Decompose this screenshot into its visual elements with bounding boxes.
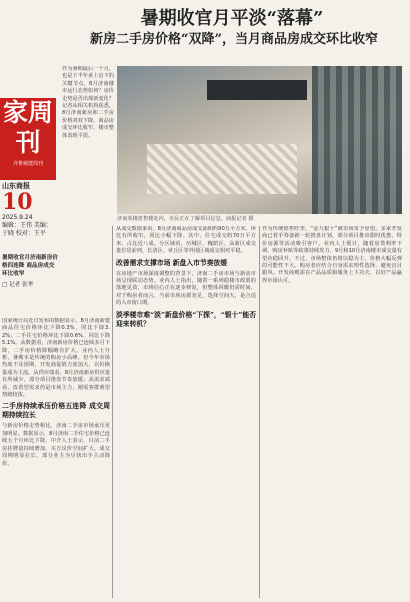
article-col-2-text: 从成交数据来看，8月济南商品房成交面积约90万平方米，环比有所收窄，同比小幅下降。其中，住宅成交约70万平方米，占比近八成。分区域看，历城区、槐荫区、高新区成交量位居前列，长清区、章丘区等外围区域成交相对平稳。 [116,226,256,255]
article-col-3-text: 作为传统销售旺季，“金九银十”被市场寄予厚望。多家开发商已着手筹备新一轮推盘计划，部分项目推出限时优惠、特价房源等活动吸引客户。业内人士预计，随着房贷利率下调、购房补贴等政策持续发力，9月和10月济南楼市成交量有望企稳回升。不过，市场整体仍将以稳为主，价格大幅反弹的可能性不大。购房者应结合自身需求理性选择，避免盲目跟风。开发商则需在产品品质和服务上下功夫，以好产品赢得市场认可。 [262,226,402,284]
feature-photo [117,66,402,214]
pull-title-box [2,254,58,289]
headline-sub: 新房二手房价格“双降”，当月商品房成交环比收窄 [90,32,378,47]
article-col-1 [2,318,110,600]
issue-info: 编辑：王伟 美编：于晓 校对：王平 [2,222,52,237]
section-banner [0,98,56,180]
photo-sign [207,80,307,100]
article-col-3 [262,226,402,600]
pull-byline: □ 记者 张华 [2,282,34,288]
pull-title: 暑期收官月济南新房价格四连降 商品房成交环比收窄 [2,255,58,277]
section-subtitle: 齐鲁城建周刊 [12,161,43,167]
column-divider-1 [112,226,113,598]
issue-number: 10 [2,189,33,215]
subhead-1: 二手房持续承压价格五连降 成交周期持续拉长 [2,402,110,420]
article-col-1-text-2: 与新房价格走势相比，济南二手房市场承压更加明显。数据显示，8月济南二手住宅价格已连续五个月环比下降。中介人士表示，目前二手房挂牌量持续增加，买方议价空间扩大，成交周期明显拉长，部分业主为尽快出手主动降价。 [2,423,110,467]
article-col-1-text: 国家统计局近日发布的数据显示，8月济南新建商品住宅价格环比下降0.3%，同比下降3.2%；二手住宅价格环比下降0.6%，同比下降5.1%。从数据看，济南新房价格已连续多月下降，二手房价格降幅略有扩大。业内人士分析，暑期本是传统的购房小高峰，但今年市场热度不及预期，开发商促销力度加大，以价换量成为主流。从供应端看，8月济南新房供应量有所减少，部分项目推盘节奏放缓；从需求端看，改善型需求仍是市场主力，刚需客群观望情绪较浓。 [2,318,110,399]
photo-caption: 济南某楼盘售楼处内，市民正在了解项目信息。商报记者 摄 [117,216,254,222]
photo-sand-table [147,144,297,194]
issue-box [2,182,56,238]
section-title: 家周刊 [2,98,53,157]
headline-main: 暑期收官月平淡“落幕” [140,8,324,29]
lead-column: 作为暑期最后一个月，也是下半年承上启下的关键节点，8月济南楼市运行态势如何？房价走势是否出现新变化？记者从相关机构获悉，8月济南新房和二手房价格双双下降，商品房成交环比收窄，楼市整体表现平淡。 [62,66,114,139]
subhead-3: 淡季楼市难“淡”新盘价格“下探”，“银十”能否迎来转机？ [116,310,256,328]
subhead-2: 改善需求支撑市场 新盘入市节奏放缓 [116,258,228,267]
article-col-2 [116,226,256,600]
photo-shelf [312,66,402,214]
paper-name: 山东商报 [2,182,30,190]
column-divider-2 [259,226,260,598]
issue-date: 2025.9.24 [2,214,33,221]
article-col-2-text-2: 在房地产市场深度调整的背景下，济南二手房市场与新房市场呈现联动态势。业内人士指出，随着一系列稳楼市政策的落地见效，市场信心正在逐步修复，但整体回暖仍需时间。对于购房者而言，当前市场房源充足、选择空间大，是合适的入市窗口期。 [116,270,256,307]
